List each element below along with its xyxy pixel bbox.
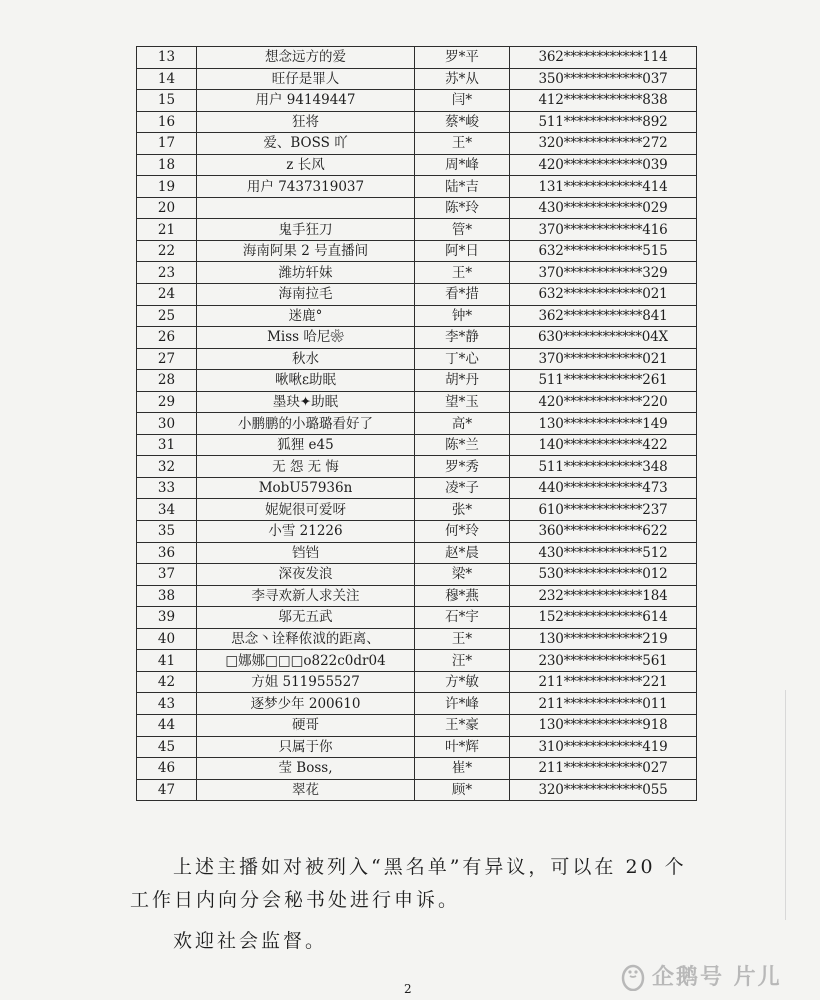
- row-number-cell: 42: [137, 671, 197, 693]
- row-number-cell: 14: [137, 68, 197, 90]
- id-number-cell: 310************419: [510, 736, 697, 758]
- row-number-cell: 20: [137, 197, 197, 219]
- nickname-cell: 用户 7437319037: [197, 176, 415, 198]
- row-number-cell: 15: [137, 90, 197, 112]
- row-number-cell: 45: [137, 736, 197, 758]
- real-name-cell: 丁*心: [415, 348, 510, 370]
- real-name-cell: 凌*子: [415, 477, 510, 499]
- nickname-cell: 啾啾ε助眠: [197, 370, 415, 392]
- real-name-cell: 张*: [415, 499, 510, 521]
- table-row: [137, 607, 697, 629]
- row-number-cell: 13: [137, 47, 197, 69]
- penguin-icon: [620, 961, 646, 991]
- page-edge-line: [785, 690, 786, 920]
- row-number-cell: 39: [137, 607, 197, 629]
- id-number-cell: 130************149: [510, 413, 697, 435]
- nickname-cell: 铛铛: [197, 542, 415, 564]
- id-number-cell: 320************272: [510, 133, 697, 155]
- id-number-cell: 130************219: [510, 628, 697, 650]
- real-name-cell: 方*敏: [415, 671, 510, 693]
- blacklist-table: [136, 46, 697, 801]
- real-name-cell: 顾*: [415, 779, 510, 801]
- nickname-cell: 秋水: [197, 348, 415, 370]
- nickname-cell: 爱、BOSS 吖: [197, 133, 415, 155]
- nickname-cell: 无 怨 无 悔: [197, 456, 415, 478]
- nickname-cell: 潍坊轩妹: [197, 262, 415, 284]
- id-number-cell: 530************012: [510, 564, 697, 586]
- id-number-cell: 511************348: [510, 456, 697, 478]
- row-number-cell: 34: [137, 499, 197, 521]
- table-row: [137, 521, 697, 543]
- id-number-cell: 420************220: [510, 391, 697, 413]
- nickname-cell: 思念丶诠释侬泧的距离、: [197, 628, 415, 650]
- row-number-cell: 47: [137, 779, 197, 801]
- table-row: [137, 477, 697, 499]
- table-row: [137, 564, 697, 586]
- nickname-cell: 迷鹿°: [197, 305, 415, 327]
- real-name-cell: 李*静: [415, 327, 510, 349]
- table-row: [137, 434, 697, 456]
- row-number-cell: 22: [137, 240, 197, 262]
- nickname-cell: 只属于你: [197, 736, 415, 758]
- row-number-cell: 41: [137, 650, 197, 672]
- row-number-cell: 32: [137, 456, 197, 478]
- nickname-cell: MobU57936n: [197, 477, 415, 499]
- table-row: [137, 154, 697, 176]
- table-row: [137, 413, 697, 435]
- row-number-cell: 35: [137, 521, 197, 543]
- id-number-cell: 511************892: [510, 111, 697, 133]
- row-number-cell: 24: [137, 284, 197, 306]
- real-name-cell: 周*峰: [415, 154, 510, 176]
- notice-line-2: 工作日内向分会秘书处进行申诉。: [130, 889, 461, 911]
- table-row: [137, 240, 697, 262]
- nickname-cell: 狂将: [197, 111, 415, 133]
- table-row: [137, 348, 697, 370]
- nickname-cell: 旺仔是罪人: [197, 68, 415, 90]
- table-row: [137, 90, 697, 112]
- id-number-cell: 211************011: [510, 693, 697, 715]
- nickname-cell: 翠花: [197, 779, 415, 801]
- row-number-cell: 28: [137, 370, 197, 392]
- nickname-cell: 鬼手狂刀: [197, 219, 415, 241]
- id-number-cell: 360************622: [510, 521, 697, 543]
- table-row: [137, 370, 697, 392]
- row-number-cell: 43: [137, 693, 197, 715]
- id-number-cell: 152************614: [510, 607, 697, 629]
- nickname-cell: 狐狸 e45: [197, 434, 415, 456]
- nickname-cell: 硬哥: [197, 714, 415, 736]
- table-row: [137, 327, 697, 349]
- nickname-cell: 小雪 21226: [197, 521, 415, 543]
- table-row: [137, 176, 697, 198]
- table-row: [137, 305, 697, 327]
- table-row: [137, 650, 697, 672]
- nickname-cell: 妮妮很可爱呀: [197, 499, 415, 521]
- real-name-cell: 胡*丹: [415, 370, 510, 392]
- table-row: [137, 47, 697, 69]
- row-number-cell: 33: [137, 477, 197, 499]
- table-row: [137, 542, 697, 564]
- table-row: [137, 714, 697, 736]
- id-number-cell: 412************838: [510, 90, 697, 112]
- table-row: [137, 693, 697, 715]
- nickname-cell: 小鹏鹏的小璐璐看好了: [197, 413, 415, 435]
- id-number-cell: 610************237: [510, 499, 697, 521]
- table-row: [137, 111, 697, 133]
- table-row: [137, 68, 697, 90]
- row-number-cell: 16: [137, 111, 197, 133]
- id-number-cell: 511************261: [510, 370, 697, 392]
- nickname-cell: 墨玦✦助眠: [197, 391, 415, 413]
- table-row: [137, 499, 697, 521]
- nickname-cell: 用户 94149447: [197, 90, 415, 112]
- nickname-cell: 海南阿果 2 号直播间: [197, 240, 415, 262]
- real-name-cell: 陈*玲: [415, 197, 510, 219]
- id-number-cell: 362************114: [510, 47, 697, 69]
- real-name-cell: 石*宇: [415, 607, 510, 629]
- real-name-cell: 高*: [415, 413, 510, 435]
- id-number-cell: 131************414: [510, 176, 697, 198]
- nickname-cell: 深夜发浪: [197, 564, 415, 586]
- row-number-cell: 18: [137, 154, 197, 176]
- real-name-cell: 王*豪: [415, 714, 510, 736]
- nickname-cell: □娜娜□□□o822c0dr04: [197, 650, 415, 672]
- row-number-cell: 31: [137, 434, 197, 456]
- nickname-cell: 莹 Boss,: [197, 758, 415, 780]
- id-number-cell: 230************561: [510, 650, 697, 672]
- id-number-cell: 140************422: [510, 434, 697, 456]
- table-row: [137, 284, 697, 306]
- id-number-cell: 320************055: [510, 779, 697, 801]
- row-number-cell: 36: [137, 542, 197, 564]
- table-row: [137, 262, 697, 284]
- id-number-cell: 630************04X: [510, 327, 697, 349]
- row-number-cell: 29: [137, 391, 197, 413]
- real-name-cell: 王*: [415, 133, 510, 155]
- real-name-cell: 蔡*峻: [415, 111, 510, 133]
- row-number-cell: 21: [137, 219, 197, 241]
- table-row: [137, 628, 697, 650]
- nickname-cell: Miss 哈尼❀: [197, 327, 415, 349]
- nickname-cell: z 长风: [197, 154, 415, 176]
- id-number-cell: 440************473: [510, 477, 697, 499]
- row-number-cell: 44: [137, 714, 197, 736]
- table-row: [137, 779, 697, 801]
- notice-line-3: 欢迎社会监督。: [173, 930, 328, 952]
- watermark: [620, 960, 782, 991]
- id-number-cell: 632************515: [510, 240, 697, 262]
- real-name-cell: 崔*: [415, 758, 510, 780]
- real-name-cell: 何*玲: [415, 521, 510, 543]
- nickname-cell: 李寻欢新人求关注: [197, 585, 415, 607]
- row-number-cell: 46: [137, 758, 197, 780]
- row-number-cell: 38: [137, 585, 197, 607]
- id-number-cell: 370************329: [510, 262, 697, 284]
- row-number-cell: 27: [137, 348, 197, 370]
- real-name-cell: 苏*从: [415, 68, 510, 90]
- real-name-cell: 罗*秀: [415, 456, 510, 478]
- nickname-cell: 方姐 511955527: [197, 671, 415, 693]
- nickname-cell: 海南拉毛: [197, 284, 415, 306]
- real-name-cell: 管*: [415, 219, 510, 241]
- id-number-cell: 420************039: [510, 154, 697, 176]
- row-number-cell: 19: [137, 176, 197, 198]
- id-number-cell: 211************221: [510, 671, 697, 693]
- nickname-cell: 邬无五武: [197, 607, 415, 629]
- real-name-cell: 闫*: [415, 90, 510, 112]
- real-name-cell: 陆*吉: [415, 176, 510, 198]
- real-name-cell: 王*: [415, 262, 510, 284]
- real-name-cell: 阿*日: [415, 240, 510, 262]
- nickname-cell: [197, 197, 415, 219]
- real-name-cell: 看*措: [415, 284, 510, 306]
- notice-line-1: 上述主播如对被列入“黑名单”有异议，可以在 20 个: [173, 856, 687, 878]
- table-row: [137, 133, 697, 155]
- row-number-cell: 26: [137, 327, 197, 349]
- table-row: [137, 456, 697, 478]
- real-name-cell: 王*: [415, 628, 510, 650]
- table-row: [137, 585, 697, 607]
- real-name-cell: 汪*: [415, 650, 510, 672]
- real-name-cell: 穆*燕: [415, 585, 510, 607]
- table-row: [137, 671, 697, 693]
- real-name-cell: 许*峰: [415, 693, 510, 715]
- table-row: [137, 391, 697, 413]
- id-number-cell: 232************184: [510, 585, 697, 607]
- id-number-cell: 211************027: [510, 758, 697, 780]
- id-number-cell: 430************029: [510, 197, 697, 219]
- nickname-cell: 逐梦少年 200610: [197, 693, 415, 715]
- real-name-cell: 陈*兰: [415, 434, 510, 456]
- id-number-cell: 362************841: [510, 305, 697, 327]
- watermark-text: 企鹅号 片儿: [652, 965, 782, 990]
- real-name-cell: 赵*晨: [415, 542, 510, 564]
- real-name-cell: 罗*平: [415, 47, 510, 69]
- table-row: [137, 736, 697, 758]
- table-row: [137, 197, 697, 219]
- row-number-cell: 25: [137, 305, 197, 327]
- nickname-cell: 想念远方的爱: [197, 47, 415, 69]
- row-number-cell: 23: [137, 262, 197, 284]
- row-number-cell: 37: [137, 564, 197, 586]
- row-number-cell: 17: [137, 133, 197, 155]
- id-number-cell: 350************037: [510, 68, 697, 90]
- real-name-cell: 钟*: [415, 305, 510, 327]
- real-name-cell: 望*玉: [415, 391, 510, 413]
- page-number: 2: [404, 982, 412, 996]
- row-number-cell: 30: [137, 413, 197, 435]
- id-number-cell: 430************512: [510, 542, 697, 564]
- row-number-cell: 40: [137, 628, 197, 650]
- id-number-cell: 632************021: [510, 284, 697, 306]
- id-number-cell: 130************918: [510, 714, 697, 736]
- real-name-cell: 叶*辉: [415, 736, 510, 758]
- real-name-cell: 梁*: [415, 564, 510, 586]
- table-row: [137, 758, 697, 780]
- id-number-cell: 370************416: [510, 219, 697, 241]
- id-number-cell: 370************021: [510, 348, 697, 370]
- table-row: [137, 219, 697, 241]
